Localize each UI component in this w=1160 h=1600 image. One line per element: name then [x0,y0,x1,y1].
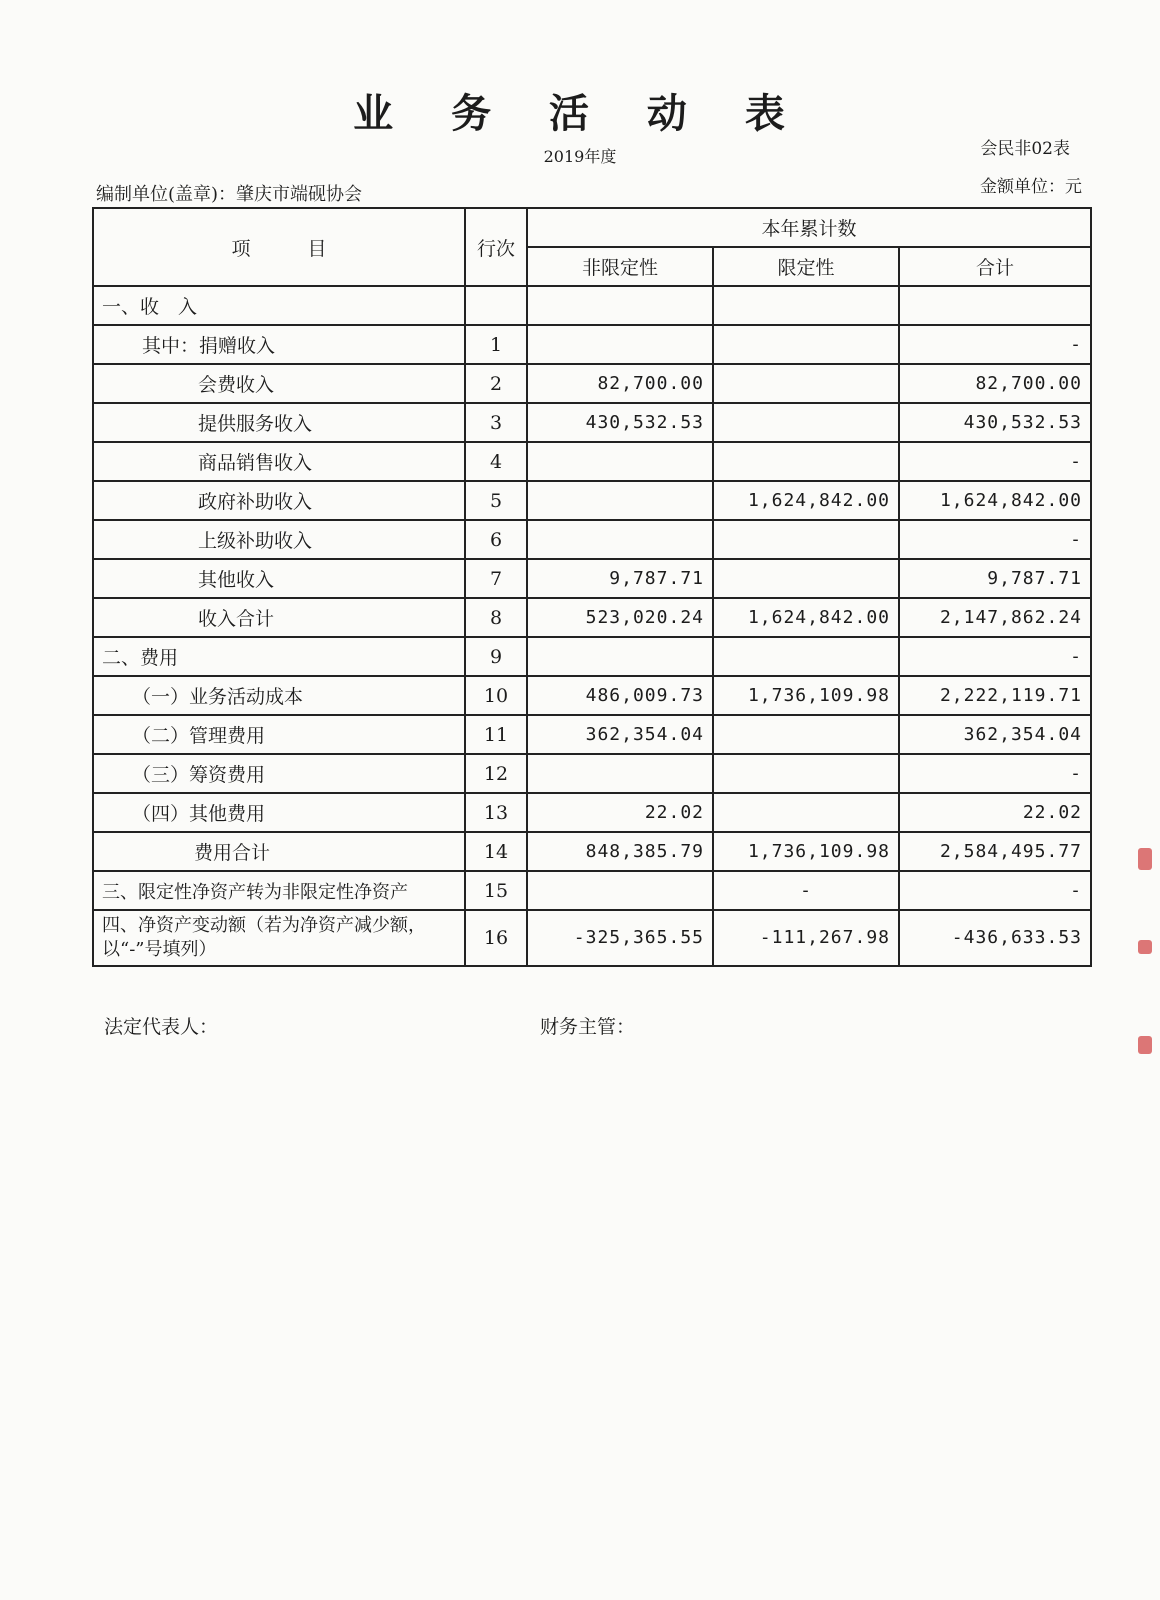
table-row [93,637,1091,676]
row-total: - [899,754,1091,793]
row-item: 提供服务收入 [93,403,465,442]
row-total: 430,532.53 [899,403,1091,442]
row-no: 3 [465,403,527,442]
row-restricted [713,559,899,598]
row-no: 5 [465,481,527,520]
row-item: （四）其他费用 [93,793,465,832]
table-row [93,676,1091,715]
header-unrestricted: 非限定性 [527,247,713,286]
report-year: 2019年度 [543,147,617,166]
row-restricted: -111,267.98 [713,910,899,966]
row-total: 2,584,495.77 [899,832,1091,871]
row-no: 12 [465,754,527,793]
row-item: 上级补助收入 [93,520,465,559]
business-activity-table [92,207,1092,967]
row-restricted: 1,624,842.00 [713,598,899,637]
table-row [93,793,1091,832]
legal-representative-label: 法定代表人： [104,1016,219,1038]
row-unrestricted [527,286,713,325]
row-unrestricted: 486,009.73 [527,676,713,715]
row-no [465,286,527,325]
row-no: 11 [465,715,527,754]
row-restricted [713,286,899,325]
row-restricted [713,637,899,676]
header-total: 合计 [899,247,1091,286]
row-total: 2,147,862.24 [899,598,1091,637]
stamp-edge-mark [1138,940,1152,954]
table-row [93,715,1091,754]
table-row [93,325,1091,364]
row-no: 13 [465,793,527,832]
row-item: 四、净资产变动额（若为净资产减少额，以“-”号填列） [93,910,465,966]
report-title: 业 务 活 动 表 [353,90,807,137]
row-no: 8 [465,598,527,637]
header-restricted: 限定性 [713,247,899,286]
table-row [93,832,1091,871]
row-no: 16 [465,910,527,966]
row-total: - [899,325,1091,364]
row-unrestricted: 9,787.71 [527,559,713,598]
row-item: 政府补助收入 [93,481,465,520]
row-unrestricted [527,754,713,793]
header-row-no: 行次 [465,208,527,286]
table-row [93,598,1091,637]
row-item: 其他收入 [93,559,465,598]
row-unrestricted: 82,700.00 [527,364,713,403]
row-total: 362,354.04 [899,715,1091,754]
row-total: 82,700.00 [899,364,1091,403]
row-restricted: 1,736,109.98 [713,832,899,871]
row-item: 收入合计 [93,598,465,637]
table-row [93,364,1091,403]
row-restricted [713,793,899,832]
header-current-year-total: 本年累计数 [527,208,1091,247]
row-restricted [713,715,899,754]
row-restricted [713,364,899,403]
row-unrestricted: 848,385.79 [527,832,713,871]
row-restricted [713,520,899,559]
row-total: 1,624,842.00 [899,481,1091,520]
row-unrestricted: -325,365.55 [527,910,713,966]
row-no: 6 [465,520,527,559]
row-restricted [713,442,899,481]
table-row [93,754,1091,793]
row-item: 三、限定性净资产转为非限定性净资产 [93,871,465,910]
row-unrestricted: 430,532.53 [527,403,713,442]
preparing-organization: 编制单位(盖章)：肇庆市端砚协会 [96,184,363,205]
row-total: -436,633.53 [899,910,1091,966]
row-total: 22.02 [899,793,1091,832]
currency-unit: 金额单位：元 [980,177,1082,197]
row-unrestricted: 22.02 [527,793,713,832]
header-item: 项 目 [93,208,465,286]
row-unrestricted: 523,020.24 [527,598,713,637]
row-unrestricted [527,520,713,559]
stamp-edge-mark [1138,848,1152,870]
row-unrestricted [527,442,713,481]
row-total: - [899,637,1091,676]
row-total: 9,787.71 [899,559,1091,598]
row-item: （一）业务活动成本 [93,676,465,715]
row-unrestricted [527,325,713,364]
table-row [93,559,1091,598]
stamp-edge-mark [1138,1036,1152,1054]
row-restricted: 1,624,842.00 [713,481,899,520]
row-item: 其中：捐赠收入 [93,325,465,364]
row-restricted [713,403,899,442]
form-code: 会民非02表 [980,139,1070,159]
table-row [93,910,1091,966]
row-no: 7 [465,559,527,598]
row-item: 二、费用 [93,637,465,676]
row-unrestricted [527,481,713,520]
row-restricted: 1,736,109.98 [713,676,899,715]
row-no: 2 [465,364,527,403]
row-unrestricted: 362,354.04 [527,715,713,754]
row-no: 14 [465,832,527,871]
row-item: 费用合计 [93,832,465,871]
row-no: 10 [465,676,527,715]
row-item: （三）筹资费用 [93,754,465,793]
table-row [93,481,1091,520]
table-row [93,520,1091,559]
row-no: 1 [465,325,527,364]
row-no: 4 [465,442,527,481]
row-item: （二）管理费用 [93,715,465,754]
row-item: 商品销售收入 [93,442,465,481]
row-total: - [899,520,1091,559]
row-no: 15 [465,871,527,910]
row-total: - [899,871,1091,910]
row-item: 会费收入 [93,364,465,403]
row-restricted: - [713,871,899,910]
row-item: 一、收 入 [93,286,465,325]
row-unrestricted [527,637,713,676]
table-row [93,442,1091,481]
table-row [93,871,1091,910]
row-restricted [713,754,899,793]
row-total: 2,222,119.71 [899,676,1091,715]
row-no: 9 [465,637,527,676]
table-row [93,403,1091,442]
finance-head-label: 财务主管： [540,1016,636,1038]
table-row [93,286,1091,325]
row-unrestricted [527,871,713,910]
row-restricted [713,325,899,364]
row-total: - [899,442,1091,481]
row-total [899,286,1091,325]
